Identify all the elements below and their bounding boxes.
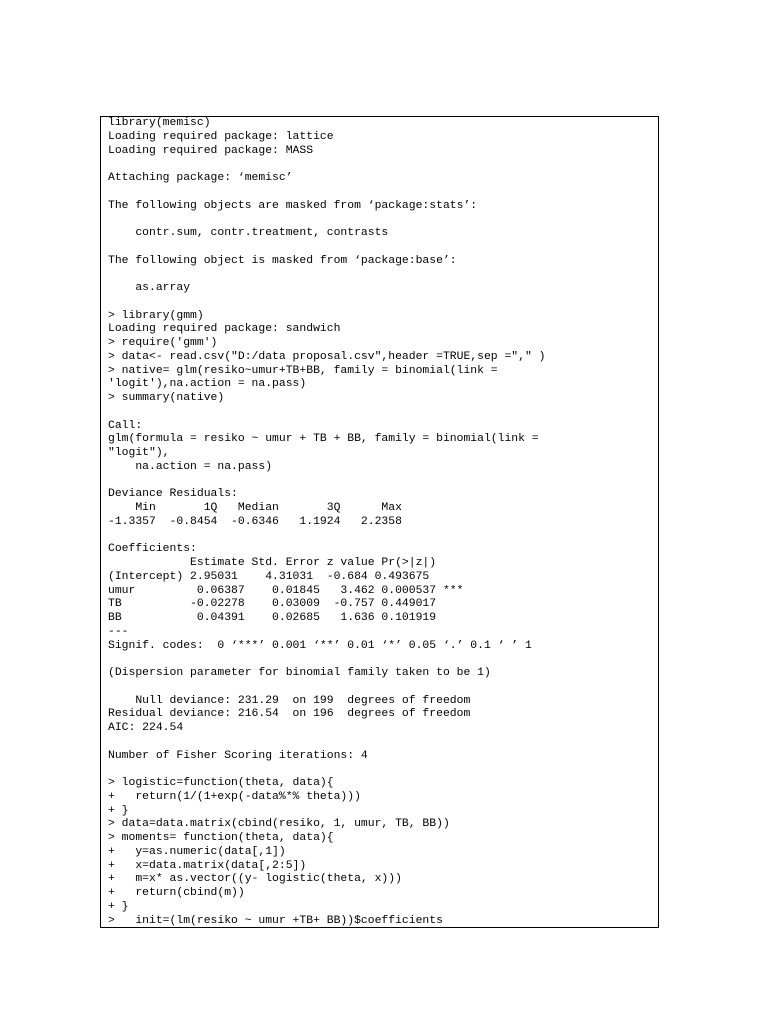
console-line: + } [108,804,129,817]
console-line: The following objects are masked from ‘package:stats’: [108,199,478,212]
console-line [108,530,545,544]
console-line [108,475,545,489]
console-line: --- [108,625,129,638]
r-console-output-box [100,116,659,928]
console-line: + } [108,900,129,913]
console-line: Estimate Std. Error z value Pr(>|z|) [108,557,437,569]
console-line: 'logit'),na.action = na.pass) [108,378,307,391]
console-line: TB -0.02278 0.03009 -0.757 0.449017 [108,598,437,611]
console-line: > summary(native) [108,392,225,404]
console-line: as.array [108,282,191,294]
console-line: + m=x* as.vector((y- logistic(theta, x))) [108,873,402,886]
console-line: umur 0.06387 0.01845 3.462 0.000537 *** [108,584,464,597]
console-line: Loading required package: lattice [108,130,334,143]
console-line [108,186,545,200]
console-line: na.action = na.pass) [108,460,273,473]
console-line [108,736,545,750]
console-line [108,681,545,695]
console-line: glm(formula = resiko ~ umur + TB + BB, family = binomial(link = [108,433,539,446]
console-line: The following object is masked from ‘package:base’: [108,254,457,267]
console-line [108,406,545,420]
console-line [108,241,545,255]
console-line: > data=data.matrix(cbind(resiko, 1, umur, TB, BB)) [108,818,450,831]
console-line: > logistic=function(theta, data){ [108,777,334,789]
console-line [108,296,545,310]
console-line: library(memisc) [108,117,211,129]
console-line: + x=data.matrix(data[,2:5]) [108,859,307,872]
console-line: > library(gmm) [108,309,204,322]
console-line: contr.sum, contr.treatment, contrasts [108,227,389,239]
console-line: Residual deviance: 216.54 on 196 degrees of freedom [108,708,471,721]
console-line: Coefficients: [108,543,197,556]
console-line: BB 0.04391 0.02685 1.636 0.101919 [108,612,437,624]
console-line: Loading required package: MASS [108,144,314,157]
console-line [108,763,545,777]
console-line: "logit"), [108,447,170,459]
console-line: > moments= function(theta, data){ [108,832,334,844]
console-line: + y=as.numeric(data[,1]) [108,845,286,858]
console-line: Call: [108,419,143,432]
console-line: Loading required package: sandwich [108,323,341,336]
console-line: -1.3357 -0.8454 -0.6346 1.1924 2.2358 [108,515,402,528]
console-line: + return(cbind(m)) [108,887,245,899]
console-line: + return(1/(1+exp(-data%*% theta))) [108,790,361,803]
console-line: Number of Fisher Scoring iterations: 4 [108,749,368,762]
console-line [108,653,545,667]
console-line [108,213,545,227]
r-console-text [108,117,545,928]
console-line [108,268,545,282]
console-line: (Intercept) 2.95031 4.31031 -0.684 0.493675 [108,570,430,583]
console-line: > data<- read.csv("D:/data proposal.csv",header =TRUE,sep ="," ) [108,350,546,363]
console-line: > init=(lm(resiko ~ umur +TB+ BB))$coefficients [108,914,443,927]
console-line: Null deviance: 231.29 on 199 degrees of freedom [108,694,471,707]
console-line: Attaching package: ‘memisc’ [108,172,293,184]
console-line: Signif. codes: 0 ‘***’ 0.001 ‘**’ 0.01 ‘*’ 0.05 ‘.’ 0.1 ‘ ’ 1 [108,639,532,652]
console-line: > require('gmm') [108,337,218,349]
console-line: AIC: 224.54 [108,722,184,734]
console-line: (Dispersion parameter for binomial family taken to be 1) [108,667,491,679]
console-line: > native= glm(resiko~umur+TB+BB, family = binomial(link = [108,364,498,377]
console-line: Deviance Residuals: [108,488,238,501]
console-line [108,158,545,172]
console-line: Min 1Q Median 3Q Max [108,502,402,514]
